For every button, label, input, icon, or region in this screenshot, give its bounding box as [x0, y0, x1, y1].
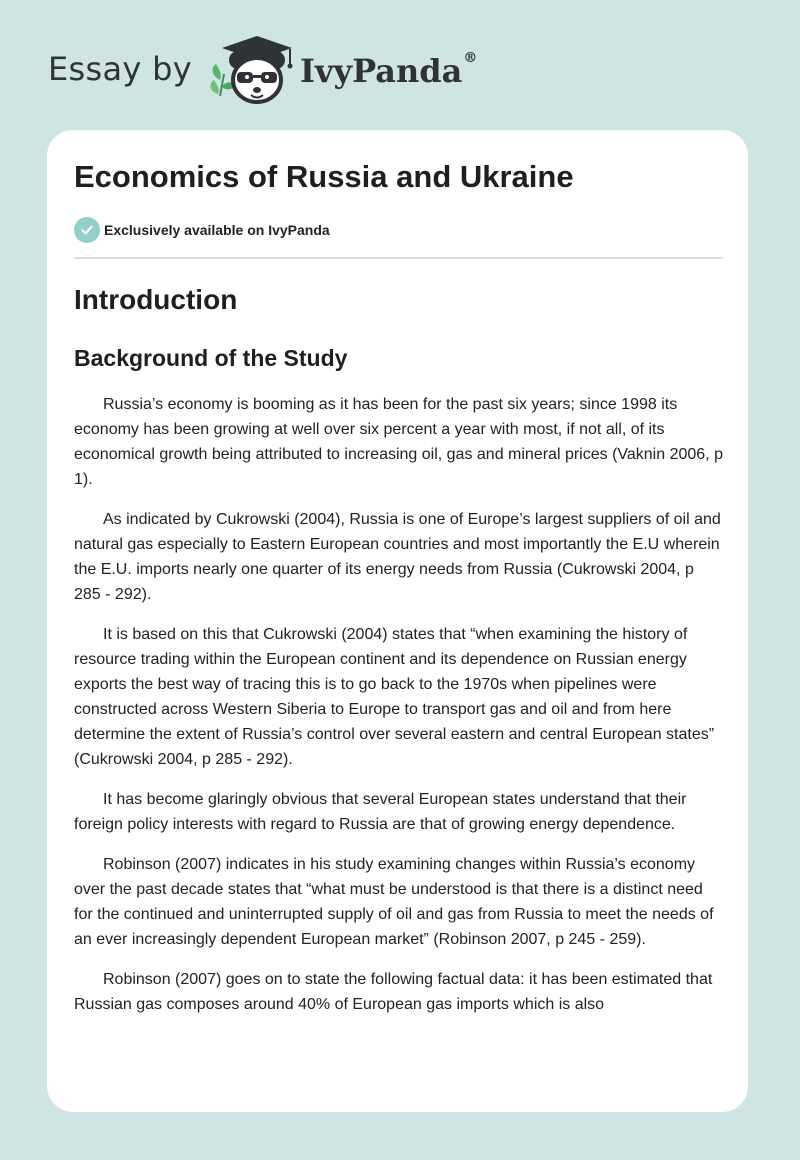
paragraph: It has become glaringly obvious that several European states understand that their foreign policy interests with regard to Russia are that of growing energy dependence.	[74, 791, 687, 834]
registered-mark: ®	[463, 50, 478, 66]
exclusive-badge	[74, 217, 724, 243]
subsection-heading: Background of the Study	[74, 344, 348, 371]
paragraph: As indicated by Cukrowski (2004), Russia is one of Europe’s largest suppliers of oil and natural gas especially to Eastern European countries and most importantly the E.U wherein the E.U. imports nearly one quarter of its energy needs from Russia (Cukrowski 2004, p 285 - 292).	[74, 511, 721, 604]
paragraph: Russia’s economy is booming as it has been for the past six years; since 1998 its economy has been growing at well over six percent a year with most, if not all, of its economical growth being attributed to increasing oil, gas and mineral prices (Vaknin 2006, p 1).	[74, 396, 723, 489]
brand-name[interactable]: IvyPanda®	[299, 50, 478, 90]
divider	[74, 257, 723, 259]
paragraph: It is based on this that Cukrowski (2004) states that “when examining the history of resource trading within the European continent and its dependence on Russian energy exports the best way of tracing this is to go back to the 1970s when pipelines were constructed across Western Siberia to Europe to transport gas and oil and from here determine the extent of Russia’s control over several eastern and central European states” (Cukrowski 2004, p 285 - 292).	[74, 626, 715, 769]
panda-logo-icon[interactable]	[206, 34, 296, 110]
body-text	[74, 392, 724, 1017]
paragraph: Robinson (2007) indicates in his study examining changes within Russia’s economy over the past decade states that “what must be understood is that there is a distinct need for the continued and uninterrupted supply of oil and gas from Russia to meet the needs of an ever increasingly dependent European market” (Robinson 2007, p 245 - 259).	[74, 856, 714, 949]
essay-content	[74, 158, 724, 1032]
badge-label: Exclusively available on IvyPanda	[104, 222, 330, 239]
check-icon	[74, 217, 100, 243]
paragraph: Robinson (2007) goes on to state the following factual data: it has been estimated that Russian gas composes around 40% of European gas imports which is also	[74, 971, 713, 1014]
site-header	[48, 34, 477, 110]
section-heading: Introduction	[74, 284, 238, 316]
brand-prefix: Essay by	[48, 50, 192, 88]
page-title: Economics of Russia and Ukraine	[74, 159, 574, 194]
essay-card	[47, 130, 748, 1112]
